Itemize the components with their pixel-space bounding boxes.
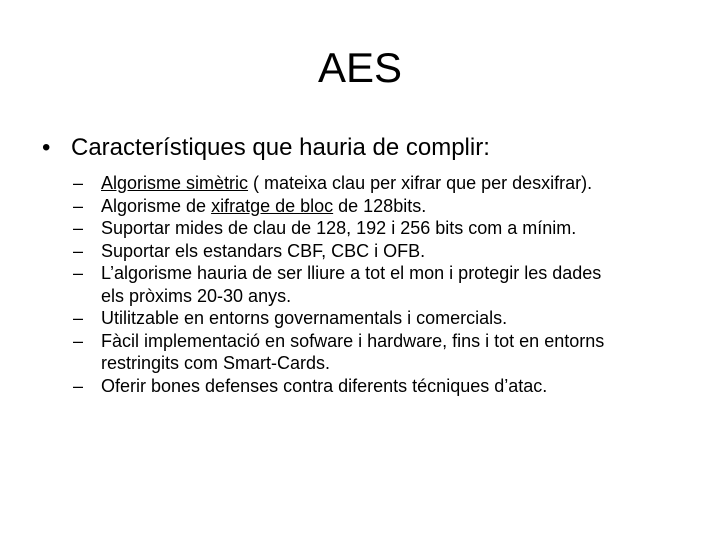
dash-icon: – [73, 263, 84, 283]
list-item-text [101, 172, 693, 195]
bullet-icon: • [42, 134, 51, 161]
list-item [73, 307, 693, 330]
underlined-term: Algorisme simètric [101, 173, 249, 193]
list-item-text [101, 195, 693, 218]
dash-icon: – [73, 308, 84, 328]
list-item-text-start: Algorisme de [101, 195, 212, 216]
dash-icon: – [73, 173, 84, 193]
list-item-text: Suportar els estandars CBF, CBC i OFB. [101, 240, 426, 261]
dash-icon: – [73, 218, 84, 238]
list-item [73, 217, 693, 240]
list-item-text: Utilitzable en entorns governamentals i comercials. [101, 308, 508, 328]
list-item-text-line2: restringits com Smart-Cards. [101, 353, 331, 373]
list-item [73, 195, 693, 218]
list-item [73, 172, 693, 195]
list-item-text: Oferir bones defenses contra diferents técniques d’atac. [101, 375, 548, 396]
list-item-text-line1: Fàcil implementació en sofware i hardware, fins i tot en entorns [101, 330, 605, 351]
list-item-text-line2: els pròxims 20-30 anys. [101, 285, 292, 306]
dash-icon: – [73, 330, 84, 351]
slide-title: AES [317, 44, 403, 91]
list-item-text: Suportar mides de clau de 128, 192 i 256 bits com a mínim. [101, 218, 577, 238]
list-item-text-rest: de 128bits. [333, 195, 427, 216]
list-item [73, 240, 693, 263]
list-item-text-line1: L’algorisme hauria de ser lliure a tot el mon i protegir les dades [101, 263, 602, 283]
sub-bullet-list [73, 172, 693, 397]
list-item [73, 375, 693, 398]
dash-icon: – [73, 375, 84, 396]
dash-icon: – [73, 240, 84, 261]
dash-icon: – [73, 195, 84, 216]
underlined-term: xifratge de bloc [211, 195, 334, 216]
list-item [73, 330, 693, 375]
list-item-text-rest: ( mateixa clau per xifrar que per desxifrar). [248, 173, 593, 193]
main-bullet-text: Característiques que hauria de complir: [71, 134, 490, 161]
list-item [73, 262, 693, 307]
